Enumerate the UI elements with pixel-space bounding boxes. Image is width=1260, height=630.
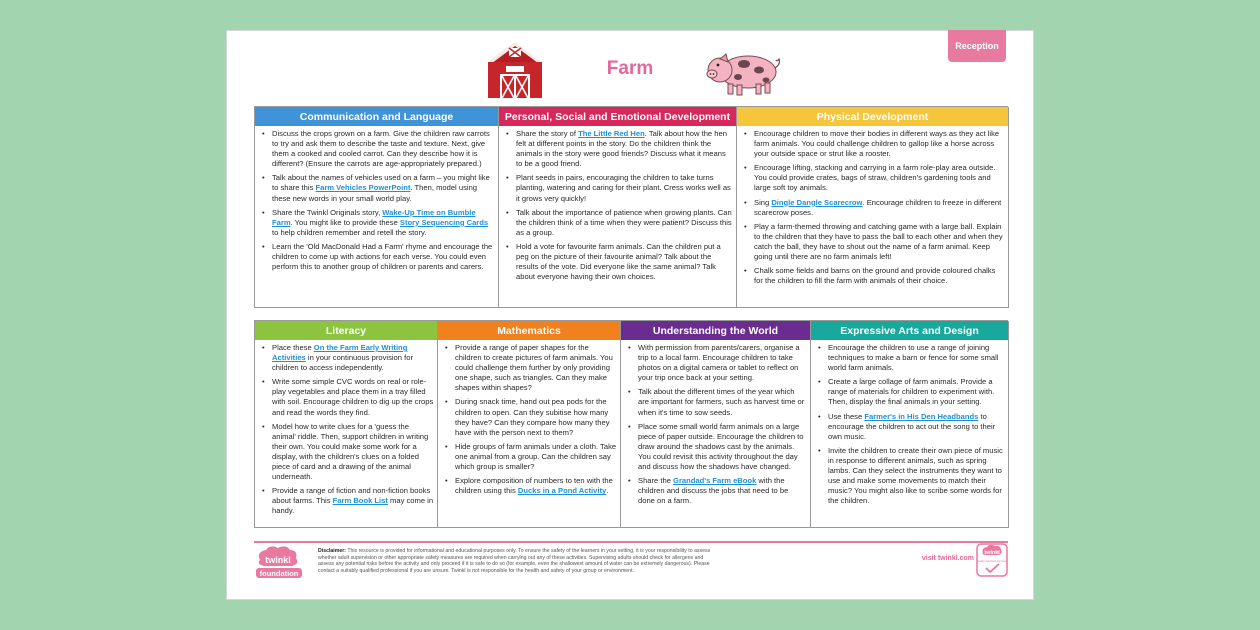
activity-text: Share the Twinkl Originals story,: [272, 207, 383, 217]
activity-text: . Then, model using these new words in your small world play.: [272, 183, 478, 203]
area-panel: [499, 107, 737, 308]
badge-sub-text: Quality Standard Approved: [976, 560, 1008, 563]
resource-link[interactable]: Farmer's in His Den Headbands: [864, 411, 979, 421]
activity-item: [815, 446, 1005, 507]
activity-item: [259, 208, 495, 238]
page-title: Farm: [606, 58, 654, 79]
activity-item: [503, 242, 733, 282]
area-heading: Mathematics: [438, 321, 620, 340]
area-heading: Personal, Social and Emotional Development: [499, 107, 736, 126]
activity-item: [815, 412, 1005, 442]
activity-text: Provide a range of paper shapes for the children to create pictures of farm animals. You could challenge them further by only providing one shape, such as triangles. Can they make shapes within shapes?: [455, 343, 613, 393]
area-heading: Physical Development: [737, 107, 1008, 126]
activity-list: [621, 340, 810, 512]
activity-item: [815, 343, 1005, 373]
activity-list: [811, 340, 1008, 512]
activity-text: Discuss the crops grown on a farm. Give the children raw carrots to try and ask them to describe the taste and texture. Next, give them a cooked and cooled carrot. Can they describe how it is different? (Ensure the carrots are age-appropriately prepared.): [272, 129, 490, 169]
activity-text: Share the story of: [516, 129, 579, 138]
activity-text: Plant seeds in pairs, encouraging the children to take turns planting, watering and caring for their plant. Cress works well as it grows very quickly!: [516, 173, 731, 203]
activity-item: [442, 476, 617, 496]
activity-text: with the children and discuss the jobs that need to be done on a farm.: [638, 476, 789, 506]
activity-text: Learn the 'Old MacDonald Had a Farm' rhyme and encourage the children to come up with actions for each verse. You could even perform this to another group of children or parents and carers.: [272, 241, 493, 272]
activity-text: With permission from parents/carers, organise a trip to a local farm. Encourage children to take photos on a digital camera or tablet to reflect on your trip once back at your setting.: [638, 343, 800, 383]
activity-item: [503, 208, 733, 238]
activity-item: [741, 163, 1005, 193]
activity-text: Model how to write clues for a 'guess the animal' riddle. Then, support children in writing their own. You could make some work for a display, with the children's clues on a folded piece of card and a drawing of the animal underneath.: [272, 421, 429, 482]
area-heading: Understanding the World: [621, 321, 810, 340]
activity-text: Use these: [828, 411, 865, 421]
activity-text: Create a large collage of farm animals. Provide a range of materials for children to experiment with. Then, display the final animals in your setting.: [828, 377, 995, 407]
activity-text: Share the: [638, 476, 674, 486]
area-panel: [438, 321, 621, 528]
activity-item: [442, 343, 617, 393]
resource-link[interactable]: Farm Book List: [332, 496, 388, 506]
activity-text: Encourage lifting, stacking and carrying in a farm role-play area outside. You could provide crates, bags of straw, children's gardening tools and large soft toy animals.: [754, 163, 996, 193]
activity-text: Provide a range of fiction and non-fiction books about farms. This: [272, 486, 431, 506]
activity-text: .: [606, 486, 609, 496]
activity-text: . You might like to provide these: [290, 217, 400, 227]
activity-item: [625, 422, 807, 472]
activity-item: [625, 343, 807, 383]
activity-item: [259, 377, 434, 417]
activity-text: Play a farm-themed throwing and catching game with a large ball. Explain to the children that they have to pass the ball to each other and when they catch the ball, they have to shout out the name of a farm animal. Keep going until there are no farm animals left!: [754, 221, 1003, 262]
activity-text: Explore composition of numbers to ten with the children using this: [455, 476, 613, 496]
area-heading: Expressive Arts and Design: [811, 321, 1008, 340]
activity-list: [438, 340, 620, 502]
activity-item: [442, 442, 617, 472]
activity-list: [255, 340, 437, 523]
disclaimer-text: This resource is provided for informational and educational purposes only. To ensure the safety of the learners in your setting, it is your responsibility to assess whether adult supervision or other appropriate safety measures are required when carrying out any of these activities. Supervising adults should check for allergens and assess any potential risks before the activity and only proceed if it is safe to do so (for example, even the shallowest amount of water can be extremely dangerous). Please contact a suitably qualified professional if you are unsure. Twinkl is not responsible for the health and safety of your group or environment.: [318, 548, 711, 574]
activity-item: [259, 486, 434, 516]
activity-text: Place these: [272, 343, 314, 352]
bottom-areas-grid: [254, 320, 1008, 528]
activity-text: to help children remember and retell the story.: [272, 227, 427, 237]
activity-item: [741, 198, 1005, 218]
activity-text: in your continuous provision for children to access independently.: [272, 353, 413, 373]
resource-link[interactable]: Farm Vehicles PowerPoint: [315, 183, 411, 193]
activity-item: [741, 129, 1005, 159]
logo-text-twinkl: twinkl: [265, 555, 291, 565]
resource-link[interactable]: Dingle Dangle Scarecrow: [771, 197, 863, 207]
resource-link[interactable]: Story Sequencing Cards: [399, 217, 489, 227]
footer-divider: [254, 541, 1008, 543]
disclaimer: [318, 548, 720, 574]
activity-item: [815, 377, 1005, 407]
activity-text: Write some simple CVC words on real or role-play vegetables and place them in a tray filled with soil. Encourage children to dig up the crops and read the words they find.: [272, 377, 434, 417]
logo-text-foundation: foundation: [259, 569, 299, 578]
resource-link[interactable]: Ducks in a Pond Activity: [517, 486, 607, 496]
activity-text: Talk about the names of vehicles used on a farm – you might like to share this: [272, 173, 490, 193]
resource-link[interactable]: On the Farm Early Writing Activities: [272, 343, 408, 363]
activity-item: [442, 397, 617, 437]
area-panel: [255, 107, 499, 308]
resource-link[interactable]: Wake-Up Time on Bumble Farm: [272, 207, 476, 227]
activity-item: [741, 222, 1005, 262]
activity-text: Invite the children to create their own piece of music in response to different animals, such as spring lambs. Can they select the instruments they want to use and make some movements to match their music? You might also like to scribe some words for the children.: [828, 445, 1003, 506]
activity-text: . Encourage children to freeze in different scarecrow poses.: [754, 197, 1002, 217]
activity-item: [259, 173, 495, 203]
activity-item: [259, 129, 495, 169]
activity-item: [259, 343, 434, 373]
activity-text: may come in handy.: [272, 496, 434, 516]
activity-item: [625, 387, 807, 417]
activity-item: [503, 173, 733, 203]
activity-text: Talk about the different times of the year which are important for farmers, such as harvest time or when it's time to sow seeds.: [638, 387, 805, 417]
resource-link[interactable]: The Little Red Hen: [578, 129, 645, 138]
pig-icon: [704, 50, 784, 96]
area-panel: [621, 321, 811, 528]
quality-badge-icon: [976, 543, 1008, 577]
area-panel: [255, 321, 438, 528]
activity-item: [625, 476, 807, 506]
reception-tag: Reception: [948, 30, 1006, 62]
area-heading: Communication and Language: [255, 107, 498, 126]
activity-text: Hold a vote for favourite farm animals. Can the children put a peg on the picture of their favourite animal? Talk about the results of the vote. Did everyone like the same animal? Talk about everyone having their own choices.: [516, 241, 721, 282]
activity-list: [737, 126, 1008, 292]
activity-text: Sing: [754, 197, 772, 207]
activity-item: [503, 129, 733, 169]
disclaimer-label: Disclaimer:: [318, 548, 346, 554]
activity-item: [259, 422, 434, 483]
area-panel: [737, 107, 1009, 308]
activity-text: Encourage the children to use a range of joining techniques to make a barn or fence for some small world farm animals.: [828, 343, 999, 373]
activity-list: [499, 126, 736, 288]
activity-text: Hide groups of farm animals under a cloth. Take one animal from a group. Can the children say which group is smaller?: [455, 441, 617, 472]
activity-item: [259, 242, 495, 272]
area-heading: Literacy: [255, 321, 437, 340]
activity-item: [741, 266, 1005, 286]
activity-text: Place some small world farm animals on a large piece of paper outside. Encourage the children to draw around the shadows cast by the animals. You could revisit this activity throughout the day and discuss how the shadows have changed.: [638, 421, 804, 472]
twinkl-foundation-logo: [254, 546, 304, 580]
activity-list: [255, 126, 498, 278]
activity-text: to encourage the children to act out the song to their own music.: [828, 411, 996, 441]
resource-link[interactable]: Grandad's Farm eBook: [673, 476, 757, 486]
top-areas-grid: [254, 106, 1008, 308]
activity-text: During snack time, hand out pea pods for the children to open. Can they subitise how many they have? Can they compare how many they have with the person next to them?: [455, 397, 610, 437]
activity-text: . Talk about how the hen felt at different points in the story. Do the children think the animals in the story were good friends? Discuss what it means to be a good friend.: [516, 129, 727, 169]
badge-text: twinkl: [984, 550, 1000, 556]
visit-link[interactable]: visit twinkl.com: [921, 555, 974, 562]
activity-text: Encourage children to move their bodies in different ways as they act like farm animals. You could challenge children to gallop like a horse across your outside space or strut like a rooster.: [754, 129, 1000, 159]
barn-icon: [482, 40, 548, 98]
activity-text: Chalk some fields and barns on the ground and provide coloured chalks for the children to fill the farm with animals of their choice.: [754, 266, 996, 286]
area-panel: [811, 321, 1009, 528]
activity-text: Talk about the importance of patience when growing plants. Can the children think of a time when they were patient? Discuss this as a group.: [516, 207, 732, 237]
